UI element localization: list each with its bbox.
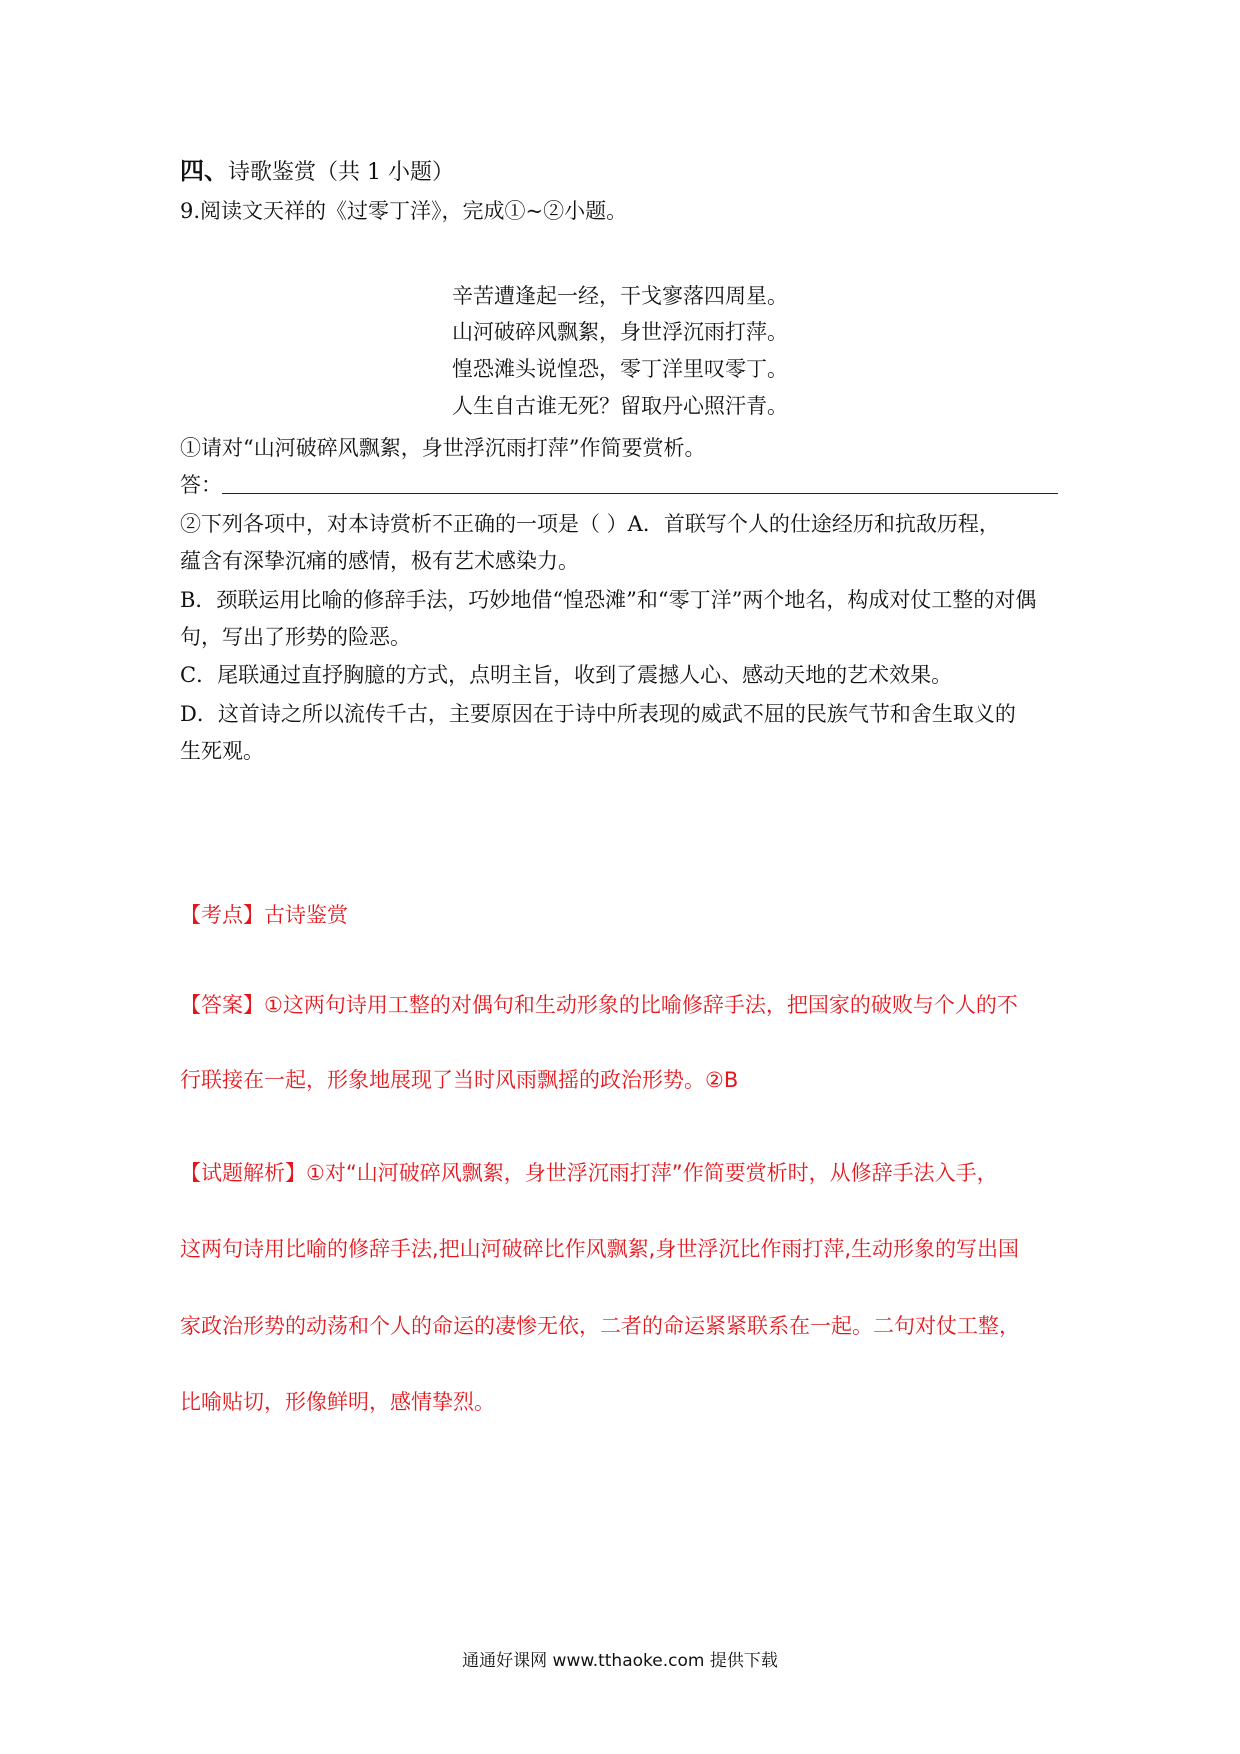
poem-line-2: 山河破碎风飘絮，身世浮沉雨打萍。 <box>452 320 788 344</box>
option-b-line-2: 句，写出了形势的险恶。 <box>180 625 411 649</box>
kaodian: 【考点】古诗鉴赏 <box>180 903 348 927</box>
option-c: C．尾联通过直抒胸臆的方式，点明主旨，收到了震撼人心、感动天地的艺术效果。 <box>180 663 953 687</box>
option-b-line-1: B．颈联运用比喻的修辞手法，巧妙地借“惶恐滩”和“零丁洋”两个地名，构成对仗工整的对偶 <box>180 588 1037 612</box>
analysis-line-2: 这两句诗用比喻的修辞手法,把山河破碎比作风飘絮,身世浮沉比作雨打萍,生动形象的写出国 <box>180 1237 1020 1261</box>
question-stem: 9.阅读文天祥的《过零丁洋》，完成①~②小题。 <box>180 199 628 223</box>
sub-question-2-line-2: 蕴含有深挚沉痛的感情，极有艺术感染力。 <box>180 549 579 573</box>
analysis-line-3: 家政治形势的动荡和个人的命运的凄惨无依，二者的命运紧紧联系在一起。二句对仗工整， <box>180 1314 1020 1338</box>
sub-question-2-line-1: ②下列各项中，对本诗赏析不正确的一项是（ ）A．首联写个人的仕途经历和抗敌历程， <box>180 512 1000 536</box>
answer-line-2: 行联接在一起，形象地展现了当时风雨飘摇的政治形势。②B <box>180 1068 739 1092</box>
poem-line-3: 惶恐滩头说惶恐，零丁洋里叹零丁。 <box>452 357 788 381</box>
analysis-line-1: 【试题解析】①对“山河破碎风飘絮，身世浮沉雨打萍”作简要赏析时，从修辞手法入手， <box>180 1161 998 1185</box>
poem-line-1: 辛苦遭逢起一经，干戈寥落四周星。 <box>452 284 788 308</box>
answer-label: 答： <box>180 473 222 497</box>
section-title: 诗歌鉴赏（共 1 小题） <box>228 160 454 185</box>
section-heading <box>180 154 454 190</box>
poem-line-4: 人生自古谁无死？留取丹心照汗青。 <box>452 394 788 418</box>
answer-line-1: 【答案】①这两句诗用工整的对偶句和生动形象的比喻修辞手法，把国家的破败与个人的不 <box>180 993 1018 1017</box>
footer-credit: 通通好课网 www.tthaoke.com 提供下载 <box>462 1651 778 1671</box>
analysis-line-4: 比喻贴切，形像鲜明，感情挚烈。 <box>180 1390 495 1414</box>
sub-question-1: ①请对“山河破碎风飘絮，身世浮沉雨打萍”作简要赏析。 <box>180 436 706 460</box>
option-d-line-2: 生死观。 <box>180 739 264 763</box>
option-d-line-1: D．这首诗之所以流传千古，主要原因在于诗中所表现的威武不屈的民族气节和舍生取义的 <box>180 702 1016 726</box>
section-number: 四、 <box>180 157 228 185</box>
answer-blank-line[interactable] <box>222 493 1058 494</box>
